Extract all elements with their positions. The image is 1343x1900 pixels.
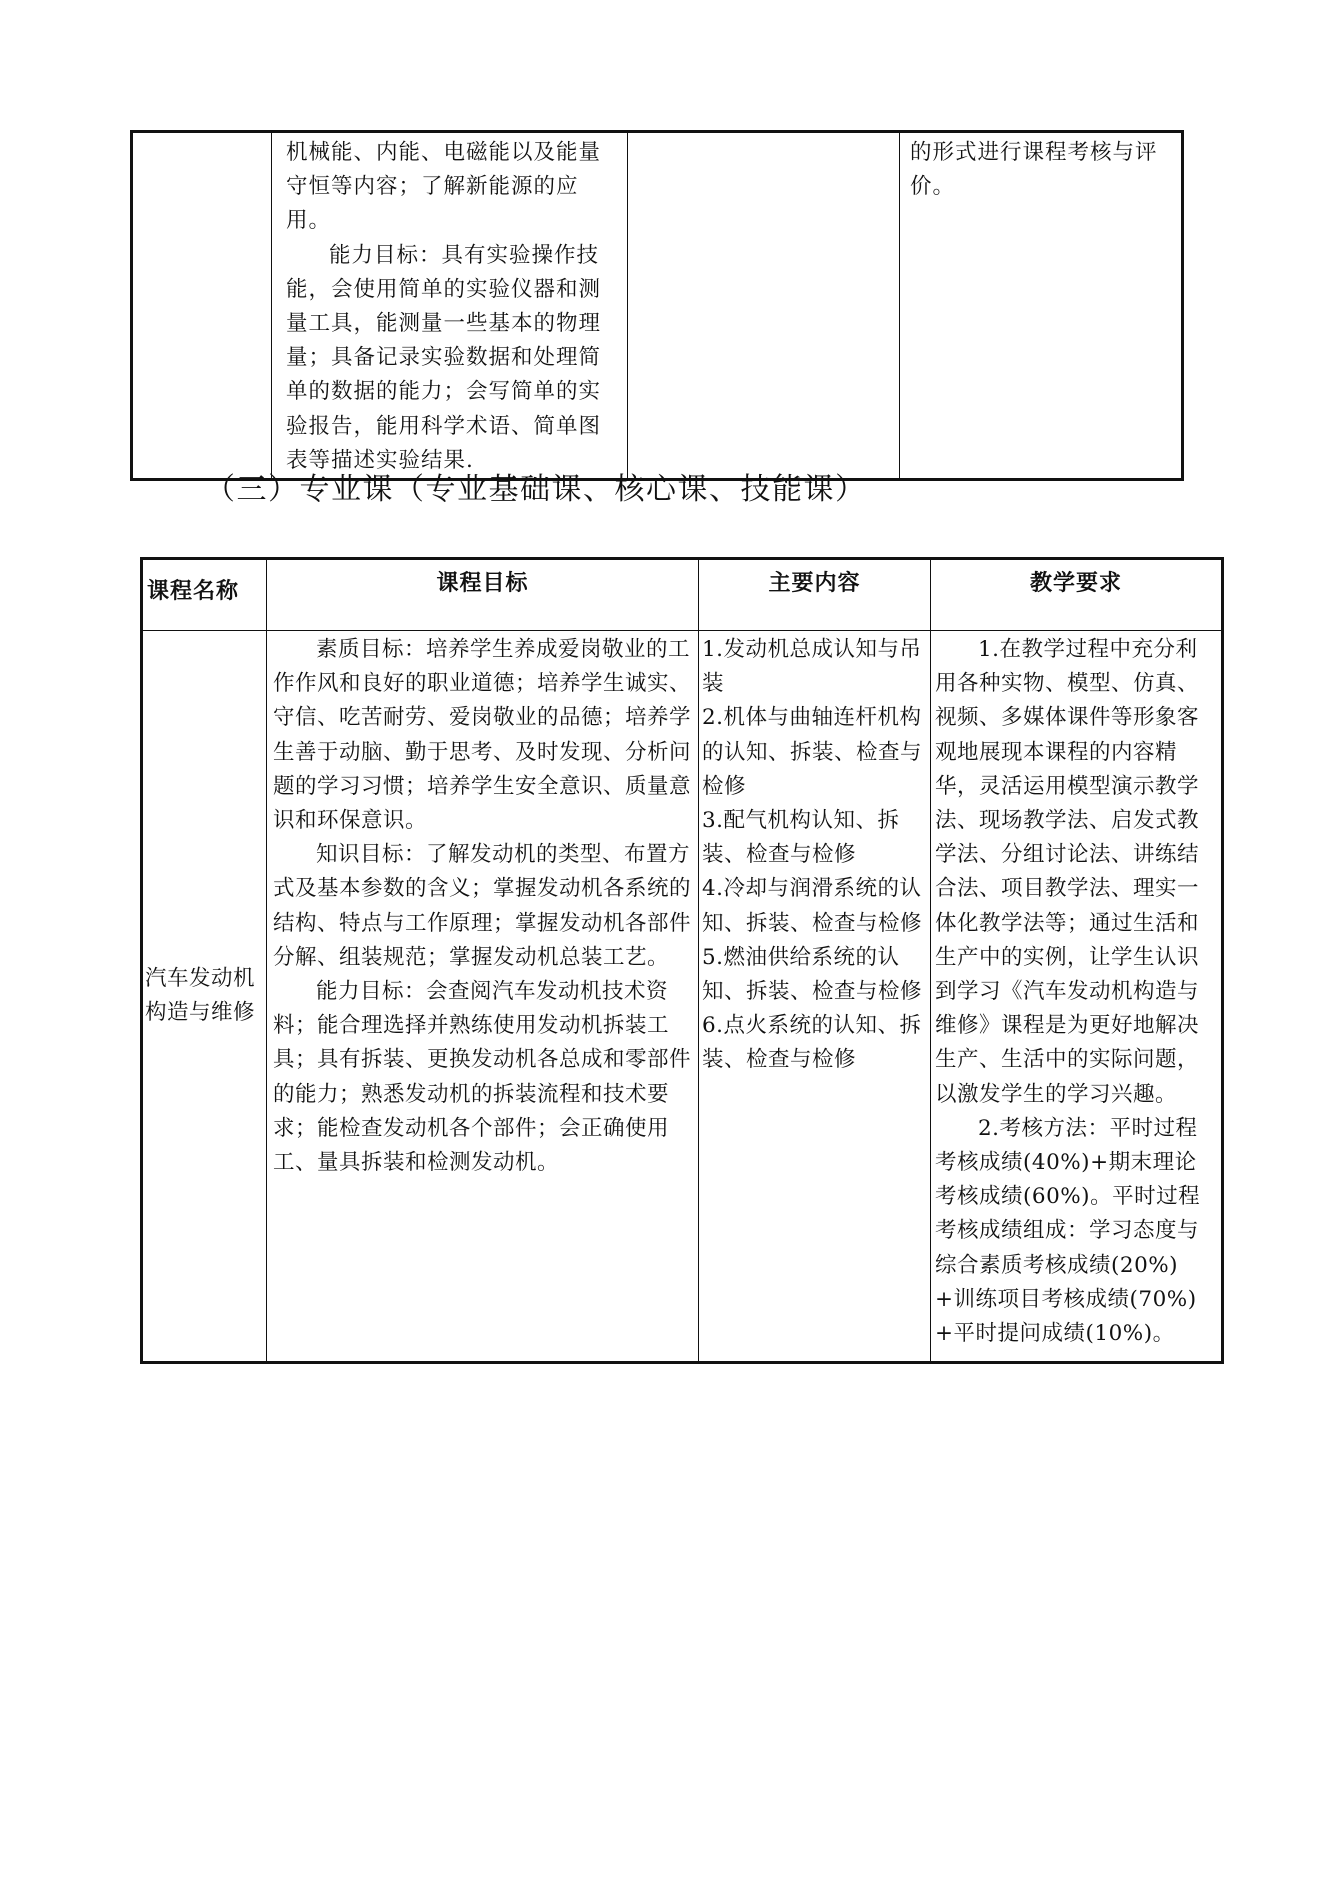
paragraph: 能力目标：会查阅汽车发动机技术资料；能合理选择并熟练使用发动机拆装工具；具有拆装、更换发动机各总成和零部件的能力；熟悉发动机的拆装流程和技术要求；能检查发动机各个部件；会正确使用工、量具拆装和检测发动机。	[273, 979, 692, 1176]
course-table	[140, 557, 1224, 1364]
list-item: 3.配气机构认知、拆装、检查与检修	[702, 808, 900, 868]
table-cell	[132, 132, 272, 480]
table-cell: 的形式进行课程考核与评价。	[900, 132, 1183, 480]
list-item: 6.点火系统的认知、拆装、检查与检修	[702, 1013, 922, 1073]
list-item: 2.机体与曲轴连杆机构的认知、拆装、检查与检修	[702, 705, 923, 799]
column-header: 主要内容	[699, 559, 931, 631]
table-row	[132, 132, 1183, 480]
course-name: 汽车发动机构造与维修	[145, 965, 256, 1025]
table-header-row	[142, 559, 1223, 631]
teaching-requirements-cell	[931, 631, 1223, 1363]
paragraph: 2.考核方法：平时过程考核成绩(40%)+期末理论考核成绩(60%)。平时过程考核成绩组成：学习态度与综合素质考核成绩(20%)+训练项目考核成绩(70%)+平时提问成绩(10%)。	[935, 1115, 1201, 1347]
table-cell	[272, 132, 628, 480]
column-header: 课程目标	[267, 559, 699, 631]
section-heading: （三）专业课（专业基础课、核心课、技能课）	[205, 472, 867, 507]
list-item: 4.冷却与润滑系统的认知、拆装、检查与检修	[702, 876, 923, 936]
paragraph: 知识目标：了解发动机的类型、布置方式及基本参数的含义；掌握发动机各系统的结构、特点与工作原理；掌握发动机各部件分解、组装规范；掌握发动机总装工艺。	[273, 842, 692, 970]
course-name-cell	[142, 631, 267, 1363]
paragraph: 能力目标：具有实验操作技能，会使用简单的实验仪器和测量工具，能测量一些基本的物理量；具备记录实验数据和处理简单的数据的能力；会写简单的实验报告，能用科学术语、简单图表等描述实验结果.	[286, 242, 602, 473]
list-item: 1.发动机总成认知与吊装	[702, 637, 922, 697]
paragraph: 机械能、内能、电磁能以及能量守恒等内容；了解新能源的应用。	[286, 140, 602, 234]
continuation-table	[130, 130, 1184, 481]
course-goals-cell	[267, 631, 699, 1363]
paragraph: 素质目标：培养学生养成爱岗敬业的工作作风和良好的职业道德；培养学生诚实、守信、吃苦耐劳、爱岗敬业的品德；培养学生善于动脑、勤于思考、及时发现、分析问题的学习习惯；培养学生安全意识、质量意识和环保意识。	[273, 637, 692, 834]
list-item: 5.燃油供给系统的认知、拆装、检查与检修	[702, 944, 923, 1005]
table-row	[142, 631, 1223, 1363]
table-cell	[628, 132, 900, 480]
paragraph: 1.在教学过程中充分利用各种实物、模型、仿真、视频、多媒体课件等形象客观地展现本课程的内容精华，灵活运用模型演示教学法、现场教学法、启发式教学法、分组讨论法、讲练结合法、项目教学法、理实一体化教学法等；通过生活和生产中的实例，让学生认识到学习《汽车发动机构造与维修》课程是为更好地解决生产、生活中的实际问题，以激发学生的学习兴趣。	[935, 637, 1200, 1107]
column-header: 教学要求	[931, 559, 1223, 631]
column-header: 课程名称	[142, 559, 267, 631]
main-content-cell	[699, 631, 931, 1363]
